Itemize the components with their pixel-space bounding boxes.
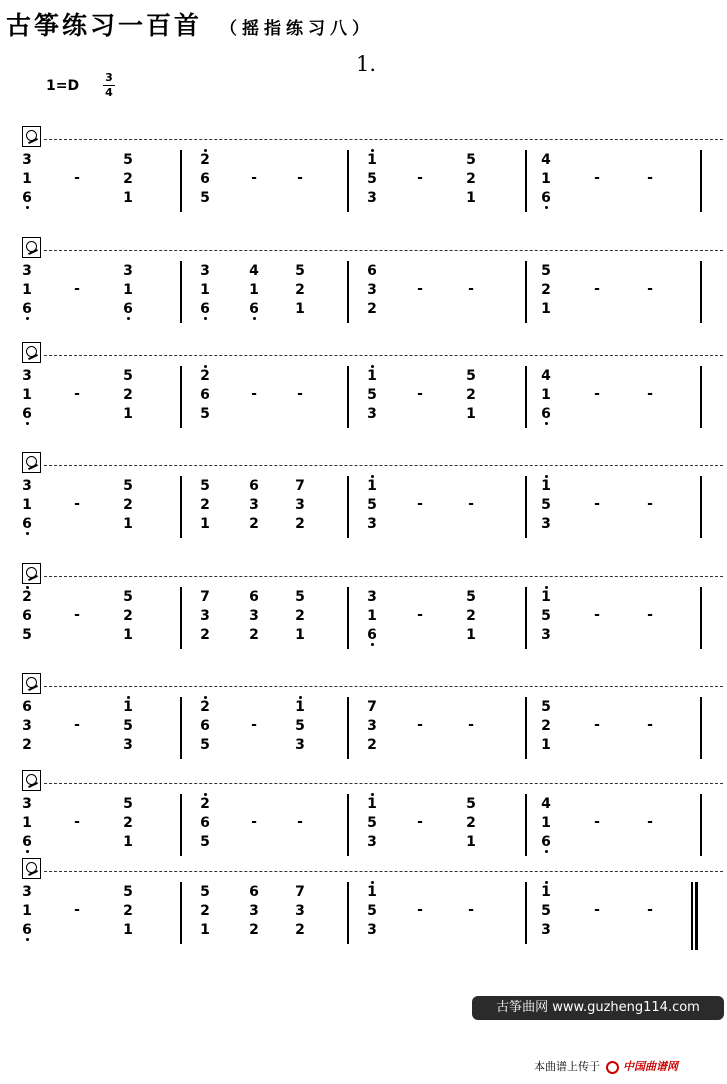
note: 3 (367, 516, 377, 532)
hold-dash: - (647, 814, 653, 830)
note: 4 (541, 152, 551, 168)
hold-dash: - (74, 607, 80, 623)
note: 5 (367, 387, 377, 403)
note: 2 (249, 922, 259, 938)
barline (525, 587, 527, 649)
note: 6 (200, 171, 210, 187)
barline (700, 794, 702, 856)
score-system (0, 858, 727, 958)
barline (347, 882, 349, 944)
tremolo-dashed-line (44, 250, 723, 251)
note: 6 (539, 190, 553, 206)
note: 5 (541, 263, 551, 279)
hold-dash: - (74, 386, 80, 402)
credit-text: 本曲谱上传于 (534, 1060, 600, 1073)
logo-icon (606, 1061, 619, 1074)
note: 1 (123, 922, 133, 938)
note: 2 (295, 516, 305, 532)
note: 3 (367, 406, 377, 422)
note: 2 (200, 903, 210, 919)
hold-dash: - (417, 717, 423, 733)
note: 3 (22, 718, 32, 734)
upload-credit (534, 1058, 678, 1074)
hold-dash: - (251, 814, 257, 830)
hold-dash: - (74, 281, 80, 297)
note: 2 (20, 589, 34, 605)
score-system (0, 770, 727, 870)
barline (700, 587, 702, 649)
hold-dash: - (251, 170, 257, 186)
title-text: 古筝练习一百首 (6, 11, 203, 40)
note: 2 (295, 282, 305, 298)
hold-dash: - (468, 281, 474, 297)
note: 2 (200, 627, 210, 643)
hold-dash: - (594, 386, 600, 402)
note: 7 (367, 699, 377, 715)
barline (180, 261, 182, 323)
score-system (0, 237, 727, 337)
time-signature-bottom: 4 (105, 86, 113, 99)
note: 1 (539, 478, 553, 494)
note: 1 (22, 497, 32, 513)
barline (525, 476, 527, 538)
note: 1 (365, 796, 379, 812)
note: 1 (541, 301, 551, 317)
note: 5 (541, 903, 551, 919)
note: 6 (200, 387, 210, 403)
page-title (6, 6, 374, 42)
note: 6 (249, 478, 259, 494)
hold-dash: - (647, 496, 653, 512)
hold-dash: - (468, 902, 474, 918)
note: 1 (123, 406, 133, 422)
hold-dash: - (594, 814, 600, 830)
note: 5 (367, 815, 377, 831)
note: 5 (466, 152, 476, 168)
note: 5 (295, 589, 305, 605)
note: 4 (541, 796, 551, 812)
note: 5 (200, 884, 210, 900)
note: 1 (365, 884, 379, 900)
note: 1 (22, 171, 32, 187)
hold-dash: - (468, 496, 474, 512)
subtitle: （摇指练习八） (220, 19, 375, 39)
note: 3 (295, 497, 305, 513)
score-system (0, 673, 727, 773)
note: 5 (200, 834, 210, 850)
barline (347, 261, 349, 323)
tremolo-dashed-line (44, 871, 723, 872)
hold-dash: - (417, 281, 423, 297)
note: 1 (295, 301, 305, 317)
note: 3 (541, 627, 551, 643)
note: 2 (198, 152, 212, 168)
note: 3 (22, 263, 32, 279)
note: 7 (295, 884, 305, 900)
note: 1 (22, 387, 32, 403)
barline (347, 366, 349, 428)
barline (347, 587, 349, 649)
note: 6 (20, 406, 34, 422)
note: 5 (295, 718, 305, 734)
note: 5 (200, 478, 210, 494)
site-logo: 中国曲谱网 (623, 1060, 678, 1073)
note: 5 (123, 718, 133, 734)
hold-dash: - (74, 496, 80, 512)
note: 5 (123, 478, 133, 494)
hold-dash: - (417, 814, 423, 830)
note: 1 (541, 737, 551, 753)
note: 3 (22, 368, 32, 384)
note: 5 (123, 796, 133, 812)
note: 1 (123, 627, 133, 643)
score-system (0, 452, 727, 552)
hold-dash: - (647, 281, 653, 297)
note: 7 (200, 589, 210, 605)
note: 1 (365, 478, 379, 494)
barline (525, 697, 527, 759)
note: 5 (200, 737, 210, 753)
note: 1 (123, 834, 133, 850)
note: 1 (200, 282, 210, 298)
key-signature: 1=D (46, 78, 80, 94)
note: 6 (200, 815, 210, 831)
note: 1 (121, 699, 135, 715)
hold-dash: - (74, 814, 80, 830)
note: 5 (22, 627, 32, 643)
barline (525, 882, 527, 944)
note: 3 (200, 608, 210, 624)
note: 5 (200, 406, 210, 422)
note: 2 (123, 171, 133, 187)
note: 6 (198, 301, 212, 317)
note: 3 (22, 152, 32, 168)
hold-dash: - (417, 496, 423, 512)
hold-dash: - (74, 717, 80, 733)
note: 2 (123, 903, 133, 919)
note: 2 (367, 301, 377, 317)
hold-dash: - (417, 607, 423, 623)
note: 2 (123, 387, 133, 403)
note: 5 (466, 368, 476, 384)
note: 3 (367, 718, 377, 734)
hold-dash: - (417, 170, 423, 186)
note: 5 (367, 497, 377, 513)
note: 5 (541, 608, 551, 624)
hold-dash: - (297, 170, 303, 186)
barline (525, 794, 527, 856)
note: 3 (367, 589, 377, 605)
barline (700, 697, 702, 759)
barline (700, 476, 702, 538)
note: 2 (200, 497, 210, 513)
tremolo-icon (22, 673, 41, 694)
piece-number: 1. (356, 52, 377, 76)
barline (180, 150, 182, 212)
note: 1 (22, 282, 32, 298)
note: 7 (295, 478, 305, 494)
barline (691, 882, 693, 950)
note: 6 (367, 263, 377, 279)
score-system (0, 126, 727, 226)
tremolo-icon (22, 452, 41, 473)
score-system (0, 342, 727, 442)
time-signature-top: 3 (105, 71, 113, 84)
note: 1 (466, 834, 476, 850)
note: 2 (249, 627, 259, 643)
time-signature (103, 72, 115, 99)
note: 6 (20, 834, 34, 850)
note: 5 (367, 171, 377, 187)
note: 1 (365, 152, 379, 168)
note: 5 (466, 796, 476, 812)
note: 2 (123, 815, 133, 831)
note: 1 (367, 608, 377, 624)
note: 2 (198, 368, 212, 384)
note: 6 (249, 589, 259, 605)
hold-dash: - (647, 607, 653, 623)
note: 3 (541, 516, 551, 532)
note: 2 (198, 796, 212, 812)
barline (525, 261, 527, 323)
hold-dash: - (647, 717, 653, 733)
note: 6 (365, 627, 379, 643)
note: 5 (123, 884, 133, 900)
note: 2 (541, 718, 551, 734)
tremolo-dashed-line (44, 576, 723, 577)
note: 3 (200, 263, 210, 279)
barline (525, 150, 527, 212)
hold-dash: - (594, 281, 600, 297)
note: 1 (22, 815, 32, 831)
hold-dash: - (251, 717, 257, 733)
note: 5 (200, 190, 210, 206)
note: 3 (22, 884, 32, 900)
note: 2 (22, 737, 32, 753)
note: 2 (123, 608, 133, 624)
note: 2 (249, 516, 259, 532)
note: 3 (249, 497, 259, 513)
note: 5 (295, 263, 305, 279)
tremolo-icon (22, 237, 41, 258)
note: 2 (367, 737, 377, 753)
note: 6 (249, 884, 259, 900)
note: 4 (249, 263, 259, 279)
note: 5 (466, 589, 476, 605)
note: 3 (123, 263, 133, 279)
note: 1 (123, 282, 133, 298)
barline (700, 261, 702, 323)
note: 6 (20, 922, 34, 938)
note: 1 (200, 516, 210, 532)
note: 6 (20, 190, 34, 206)
tremolo-dashed-line (44, 355, 723, 356)
note: 2 (541, 282, 551, 298)
hold-dash: - (297, 386, 303, 402)
note: 2 (466, 608, 476, 624)
note: 1 (466, 406, 476, 422)
hold-dash: - (647, 902, 653, 918)
note: 5 (541, 699, 551, 715)
hold-dash: - (594, 496, 600, 512)
hold-dash: - (594, 717, 600, 733)
hold-dash: - (468, 717, 474, 733)
hold-dash: - (417, 902, 423, 918)
note: 2 (466, 387, 476, 403)
note: 1 (200, 922, 210, 938)
barline (347, 697, 349, 759)
note: 4 (541, 368, 551, 384)
note: 3 (367, 190, 377, 206)
note: 6 (20, 301, 34, 317)
note: 2 (466, 815, 476, 831)
note: 1 (295, 627, 305, 643)
hold-dash: - (594, 607, 600, 623)
note: 1 (541, 387, 551, 403)
barline (180, 476, 182, 538)
note: 5 (123, 589, 133, 605)
hold-dash: - (74, 902, 80, 918)
note: 3 (295, 903, 305, 919)
barline (700, 366, 702, 428)
barline (180, 587, 182, 649)
note: 3 (295, 737, 305, 753)
note: 1 (22, 903, 32, 919)
tremolo-dashed-line (44, 465, 723, 466)
barline (347, 794, 349, 856)
hold-dash: - (417, 386, 423, 402)
note: 6 (22, 608, 32, 624)
note: 2 (295, 608, 305, 624)
tremolo-icon (22, 126, 41, 147)
hold-dash: - (74, 170, 80, 186)
barline (180, 697, 182, 759)
note: 6 (121, 301, 135, 317)
note: 5 (123, 152, 133, 168)
note: 2 (466, 171, 476, 187)
note: 3 (249, 608, 259, 624)
hold-dash: - (251, 386, 257, 402)
note: 3 (367, 834, 377, 850)
note: 1 (466, 627, 476, 643)
note: 6 (22, 699, 32, 715)
note: 1 (539, 589, 553, 605)
note: 6 (200, 718, 210, 734)
note: 2 (295, 922, 305, 938)
note: 1 (123, 516, 133, 532)
final-barline (695, 882, 698, 950)
note: 1 (541, 815, 551, 831)
note: 6 (539, 406, 553, 422)
barline (180, 882, 182, 944)
note: 3 (367, 282, 377, 298)
site-banner[interactable]: 古筝曲网 www.guzheng114.com (472, 996, 724, 1020)
note: 5 (541, 497, 551, 513)
note: 3 (22, 478, 32, 494)
note: 3 (249, 903, 259, 919)
barline (180, 794, 182, 856)
note: 2 (123, 497, 133, 513)
hold-dash: - (647, 386, 653, 402)
note: 5 (123, 368, 133, 384)
note: 5 (367, 903, 377, 919)
hold-dash: - (594, 170, 600, 186)
barline (700, 150, 702, 212)
note: 1 (466, 190, 476, 206)
score-system (0, 563, 727, 663)
note: 3 (123, 737, 133, 753)
hold-dash: - (594, 902, 600, 918)
barline (180, 366, 182, 428)
note: 1 (539, 884, 553, 900)
note: 6 (539, 834, 553, 850)
note: 1 (541, 171, 551, 187)
tremolo-icon (22, 342, 41, 363)
note: 2 (198, 699, 212, 715)
tremolo-dashed-line (44, 783, 723, 784)
tremolo-dashed-line (44, 139, 723, 140)
note: 3 (367, 922, 377, 938)
note: 1 (365, 368, 379, 384)
tremolo-dashed-line (44, 686, 723, 687)
tremolo-icon (22, 770, 41, 791)
hold-dash: - (297, 814, 303, 830)
hold-dash: - (647, 170, 653, 186)
note: 6 (20, 516, 34, 532)
note: 1 (293, 699, 307, 715)
barline (347, 150, 349, 212)
barline (525, 366, 527, 428)
note: 3 (541, 922, 551, 938)
tremolo-icon (22, 858, 41, 879)
note: 6 (247, 301, 261, 317)
note: 1 (249, 282, 259, 298)
note: 1 (123, 190, 133, 206)
note: 3 (22, 796, 32, 812)
tremolo-icon (22, 563, 41, 584)
barline (347, 476, 349, 538)
